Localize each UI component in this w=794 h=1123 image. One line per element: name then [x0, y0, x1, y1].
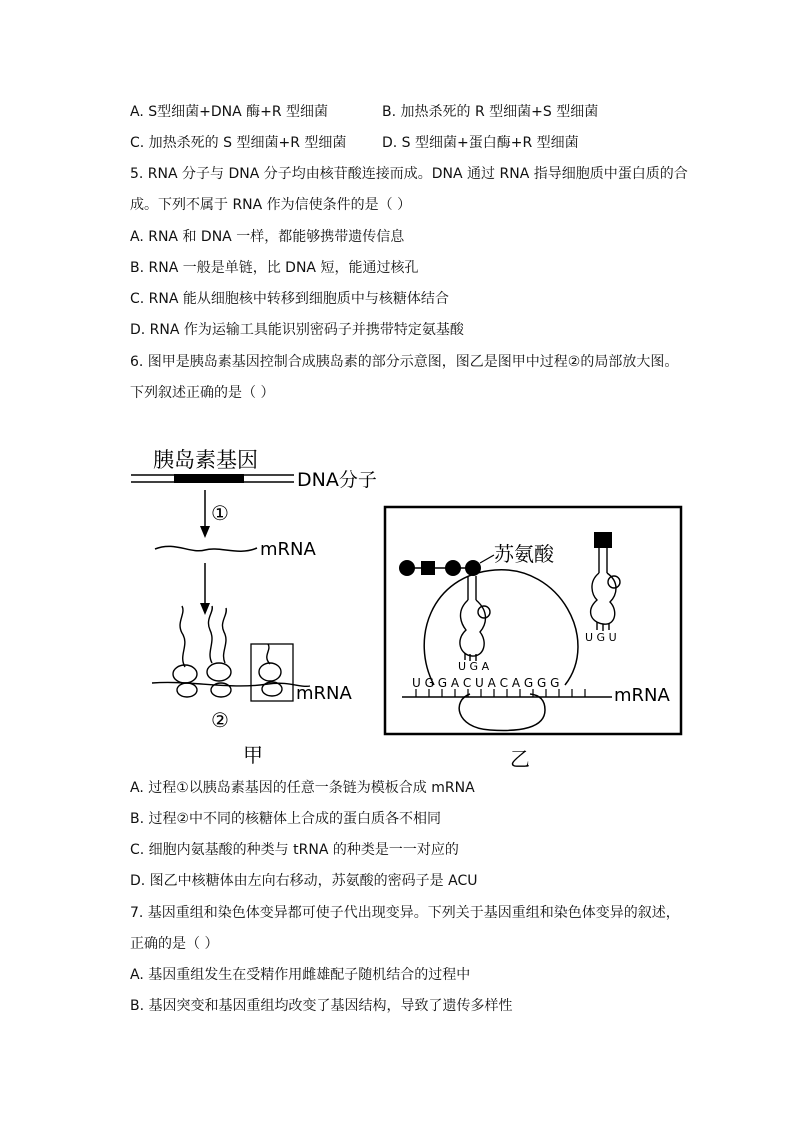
mrna-label-1: mRNA [260, 539, 316, 560]
q5-option-c: C. RNA 能从细胞核中转移到细胞质中与核糖体结合 [130, 291, 449, 307]
q6-stem-line2: 下列叙述正确的是（ ） [130, 385, 275, 401]
enlarged-region-box [251, 644, 293, 701]
q4-option-c: C. 加热杀死的 S 型细菌+R 型细菌 [130, 135, 347, 151]
mrna-label-3: mRNA [614, 685, 670, 706]
step2-marker: ② [211, 708, 229, 732]
q7-option-a: A. 基因重组发生在受精作用雌雄配子随机结合的过程中 [130, 967, 471, 983]
q4-option-d: D. S 型细菌+蛋白酶+R 型细菌 [382, 135, 579, 151]
arrow-step1 [200, 490, 210, 538]
q7-stem-line2: 正确的是（ ） [130, 936, 219, 952]
q7-stem-line1: 7. 基因重组和染色体变异都可使子代出现变异。下列关于基因重组和染色体变异的叙述， [130, 905, 680, 921]
step1-marker: ① [211, 501, 229, 525]
q4-option-a: A. S型细菌+DNA 酶+R 型细菌 [130, 104, 329, 120]
ribosome-small-subunit [459, 694, 545, 730]
q5-option-b: B. RNA 一般是单链，比 DNA 短，能通过核孔 [130, 260, 419, 276]
dna-label: DNA分子 [297, 469, 377, 491]
q5-stem-line2: 成。下列不属于 RNA 作为信使条件的是（ ） [130, 197, 412, 213]
dna-strand [131, 474, 294, 483]
mrna-label-2: mRNA [296, 683, 352, 704]
peptide-chain [399, 560, 481, 576]
q5-option-d: D. RNA 作为运输工具能识别密码子并携带特定氨基酸 [130, 322, 464, 338]
q5-stem-line1: 5. RNA 分子与 DNA 分子均由核苷酸连接而成。DNA 通过 RNA 指导细胞质中蛋白质的合 [130, 166, 688, 182]
mrna-strand [155, 546, 257, 551]
q6-stem-line1: 6. 图甲是胰岛素基因控制合成胰岛素的部分示意图，图乙是图甲中过程②的局部放大图。 [130, 354, 679, 370]
q6-option-a: A. 过程①以胰岛素基因的任意一条链为模板合成 mRNA [130, 780, 475, 796]
ribosome-large-subunit [424, 570, 578, 685]
polyribosome [152, 606, 310, 697]
q7-option-b: B. 基因突变和基因重组均改变了基因结构，导致了遗传多样性 [130, 998, 513, 1014]
q4-option-b: B. 加热杀死的 R 型细菌+S 型细菌 [382, 104, 599, 120]
amino-acid-pointer [480, 555, 494, 563]
gene-label: 胰岛素基因 [153, 448, 258, 472]
arrow-step2 [200, 563, 210, 615]
mrna-strand-b [402, 689, 612, 697]
trna-free [591, 532, 620, 631]
amino-acid-label: 苏氨酸 [494, 542, 554, 566]
anticodon-left: U G A [458, 660, 490, 673]
panel-b-caption: 乙 [510, 747, 530, 771]
panel-a-caption: 甲 [243, 743, 263, 767]
q6-option-c: C. 细胞内氨基酸的种类与 tRNA 的种类是一一对应的 [130, 842, 459, 858]
q6-option-d: D. 图乙中核糖体由左向右移动，苏氨酸的密码子是 ACU [130, 873, 478, 889]
trna-bound [460, 576, 490, 661]
q5-option-a: A. RNA 和 DNA 一样，都能够携带遗传信息 [130, 229, 405, 245]
q6-option-b: B. 过程②中不同的核糖体上合成的蛋白质各不相同 [130, 811, 442, 827]
anticodon-right: U G U [585, 631, 617, 644]
mrna-sequence: U G G A C U A C A G G G [412, 676, 560, 690]
